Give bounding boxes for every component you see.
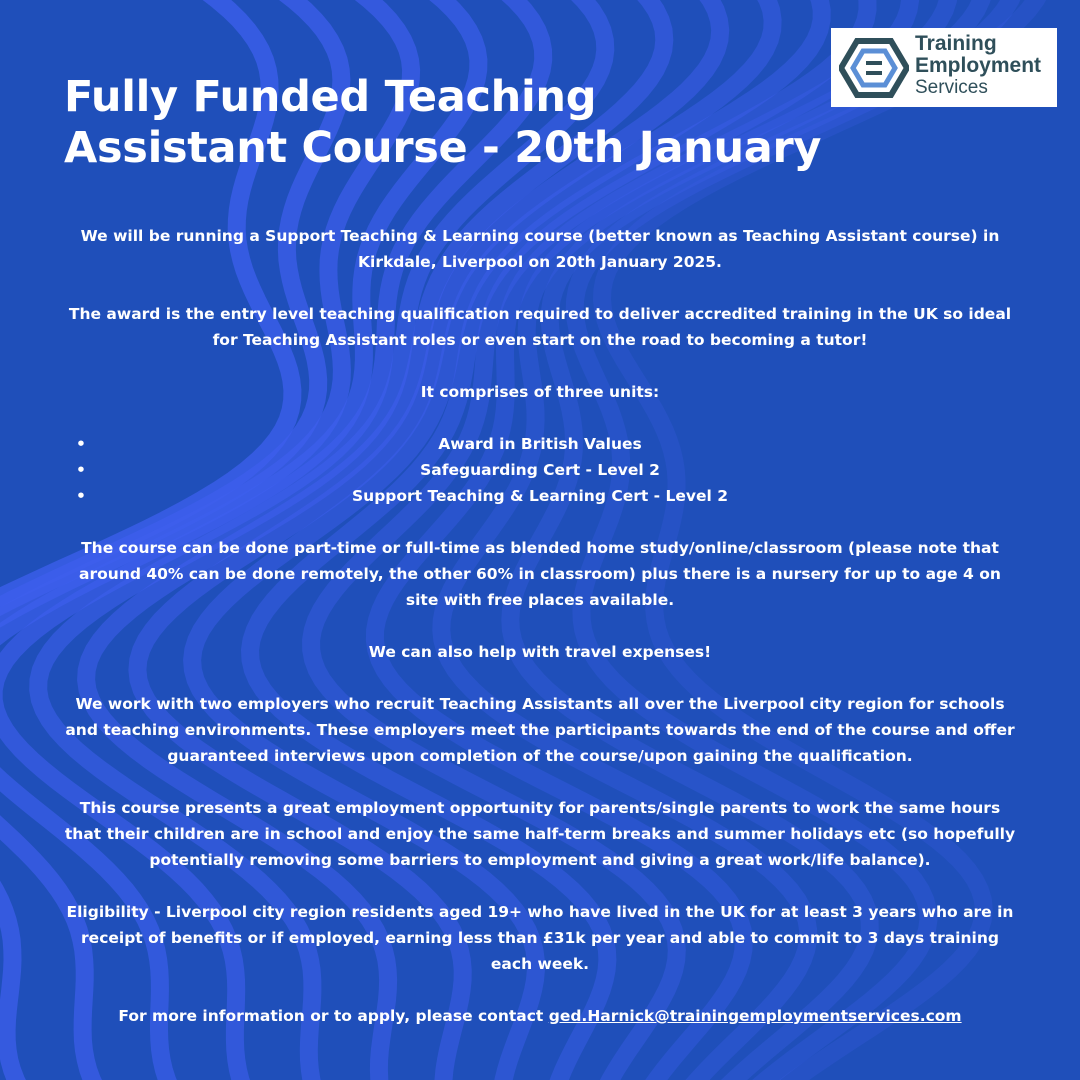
logo-line-1: Training	[915, 32, 997, 55]
intro-paragraph: We will be running a Support Teaching & Learning course (better known as Teaching Assistant course) in Kirkdale, Liverpool on 20th January 2025.	[80, 227, 1000, 271]
email-link[interactable]: ged.Harnick@trainingemploymentservices.com	[548, 1007, 962, 1025]
contact-prefix: For more information or to apply, please contact	[118, 1007, 549, 1025]
unit-label: Safeguarding Cert - Level 2	[420, 461, 660, 479]
hexagon-logo-icon	[839, 37, 909, 99]
logo-line-3: Services	[915, 77, 988, 98]
eligibility-paragraph: Eligibility - Liverpool city region residents aged 19+ who have lived in the UK for at least 3 years who are in receipt of benefits or if employed, earning less than £31k per year and able to commit to 3 days training each week.	[66, 903, 1014, 973]
unit-label: Support Teaching & Learning Cert - Level 2	[352, 487, 728, 505]
opportunity-paragraph: This course presents a great employment opportunity for parents/single parents to work the same hours that their children are in school and enjoy the same half-term breaks and summer holidays etc (so hopefully potentially removing some barriers to employment and giving a great work/life balance).	[64, 799, 1016, 869]
list-item	[62, 457, 1018, 483]
body-content	[62, 223, 1018, 1055]
employers-paragraph: We work with two employers who recruit Teaching Assistants all over the Liverpool city region for schools and teaching environments. These employers meet the participants towards the end of the course and offer guaranteed interviews upon completion of the course/upon gaining the qualification.	[65, 695, 1015, 765]
company-logo	[831, 28, 1057, 107]
bullet: •	[76, 487, 86, 505]
travel-paragraph: We can also help with travel expenses!	[368, 643, 712, 661]
list-item	[62, 483, 1018, 509]
course-mode-paragraph: The course can be done part-time or full-time as blended home study/online/classroom (please note that around 40% can be done remotely, the other 60% in classroom) plus there is a nursery for up to age 4 on site with free places available.	[79, 539, 1001, 609]
units-heading: It comprises of three units:	[420, 383, 660, 401]
bullet: •	[76, 435, 86, 453]
logo-line-2: Employment	[915, 54, 1042, 77]
unit-label: Award in British Values	[438, 435, 642, 453]
contact-paragraph	[62, 1003, 1018, 1029]
award-paragraph: The award is the entry level teaching qualification required to deliver accredited training in the UK so ideal for Teaching Assistant roles or even start on the road to becoming a tutor!	[68, 305, 1012, 349]
bullet: •	[76, 461, 86, 479]
page-title: Fully Funded Teaching Assistant Course - 20th January	[64, 72, 822, 173]
list-item	[62, 431, 1018, 457]
units-list	[62, 431, 1018, 509]
